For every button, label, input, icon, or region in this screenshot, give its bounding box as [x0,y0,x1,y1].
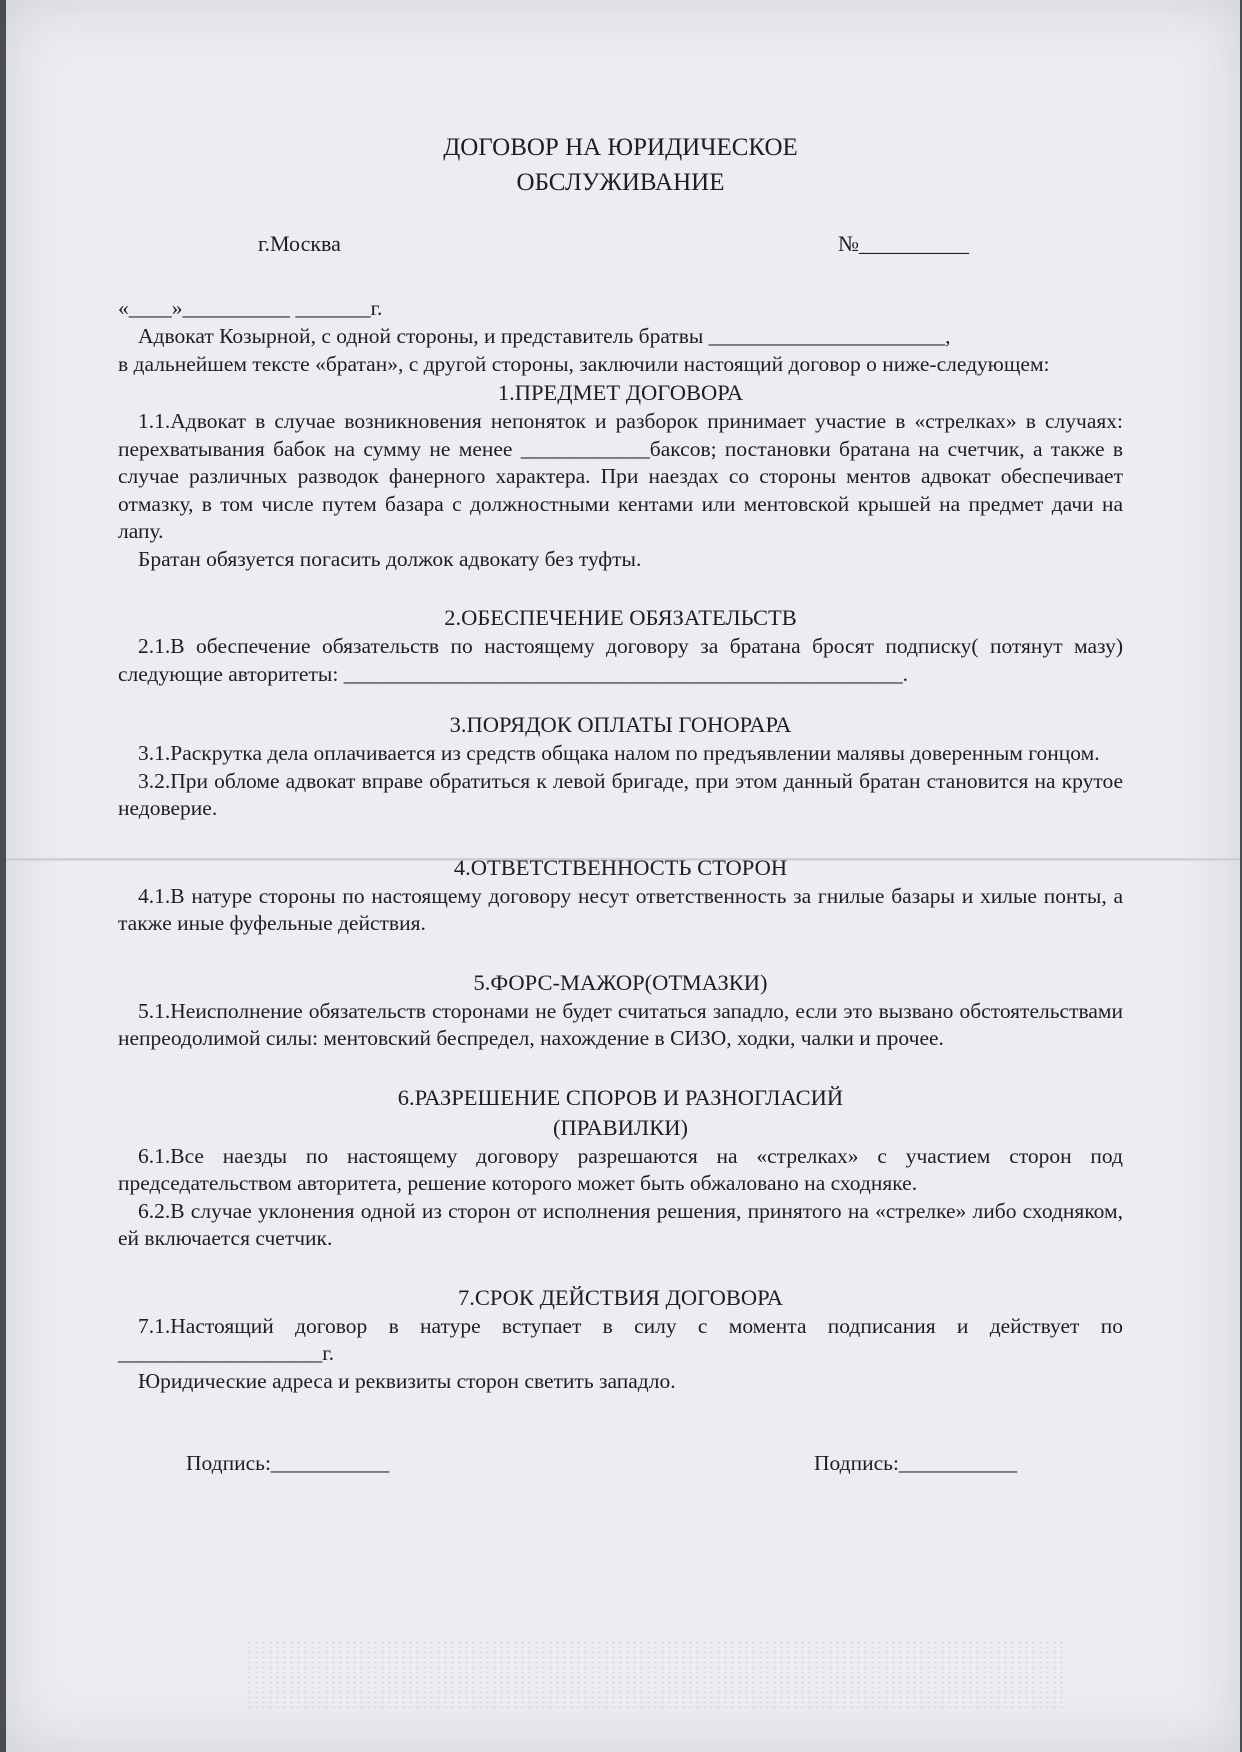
header-row [118,230,1123,270]
signature-row [118,1450,1123,1490]
section-7 [118,1283,1123,1396]
section-3 [118,710,1123,823]
clause-3-1: 3.1.Раскрутка дела оплачивается из средств общака налом по предъявлении малявы доверенным гонцом. [138,741,1100,765]
clause-6-2: 6.2.В случае уклонения одной из сторон от исполнения решения, принятого на «стрелке» либо сходняком, ей включается счетчик. [118,1198,1123,1250]
signature-left: Подпись:___________ [186,1451,390,1475]
clause-4-1: 4.1.В натуре стороны по настоящему договору несут ответственность за гнилые базары и хилые понты, а также иные фуфельные действия. [118,883,1123,935]
section-heading: 6.РАЗРЕШЕНИЕ СПОРОВ И РАЗНОГЛАСИЙ [397,1084,844,1110]
clause-7-1: 7.1.Настоящий договор в натуре вступает в силу с момента подписания и действует по ___________________г. [118,1313,1123,1365]
document-title [118,130,1123,200]
section-heading: 7.СРОК ДЕЙСТВИЯ ДОГОВОРА [458,1284,783,1310]
clause-5-1: 5.1.Неисполнение обязательств сторонами не будет считаться западло, если это вызвано обстоятельствами непреодолимой силы: ментовский беспредел, нахождение в СИЗО, ходки, чалки и прочее. [118,998,1123,1050]
section-heading: 2.ОБЕСПЕЧЕНИЕ ОБЯЗАТЕЛЬСТВ [444,605,797,630]
signature-right: Подпись:___________ [814,1451,1018,1475]
title-line-2: ОБСЛУЖИВАНИЕ [516,169,725,196]
section-2 [118,603,1123,688]
toner-noise [246,1640,1066,1710]
section-heading: 4.ОТВЕТСТВЕННОСТЬ СТОРОН [453,854,788,880]
section-heading: 3.ПОРЯДОК ОПЛАТЫ ГОНОРАРА [449,712,792,737]
section-heading: 5.ФОРС-МАЖОР(ОТМАЗКИ) [473,969,768,995]
clause-6-1: 6.1.Все наезды по настоящему договору разрешаются на «стрелках» с участием сторон под председательством авторитета, решение которого может быть обжаловано на сходняке. [118,1143,1123,1195]
section-1 [118,378,1123,573]
clause-1-1: 1.1.Адвокат в случае возникновения непоняток и разборок принимает участие в «стрелках» в случаях: перехватывания бабок на сумму не менее ____________баксов; постановки братана на счетчик, а также в случае различных разводок фанерного характера. При наездах со стороны ментов адвокат обеспечивает отмазку, в том числе путем базара с должностными кентами или ментовской крышей на предмет дачи на лапу. [118,409,1123,543]
contract-number: №__________ [838,231,969,256]
city: г.Москва [258,231,341,256]
date-line: «____»__________ _______г. [118,296,383,320]
document-body [118,130,1123,1490]
clause-3-2: 3.2.При обломе адвокат вправе обратиться к левой бригаде, при этом данный братан становится на крутое недоверие. [118,768,1123,820]
section-6 [118,1083,1123,1253]
clause-1-2: Братан обязуется погасить должок адвокату без туфты. [138,546,642,571]
section-heading-line-2: (ПРАВИЛКИ) [553,1114,688,1140]
clause-2-1: 2.1.В обеспечение обязательств по настоящему договору за братана бросят подписку( потянут мазу) следующие авторитеты: ____________________________________________________. [118,634,1123,686]
document-sheet [6,0,1240,1752]
preamble-line-1: Адвокат Козырной, с одной стороны, и представитель братвы ______________________, [138,324,951,348]
section-heading: 1.ПРЕДМЕТ ДОГОВОРА [497,380,744,405]
section-5 [118,968,1123,1053]
title-line-1: ДОГОВОР НА ЮРИДИЧЕСКОЕ [443,134,798,161]
preamble-line-2: в дальнейшем тексте «братан», с другой стороны, заключили настоящий договор о ниже-следующем: [118,351,1050,376]
clause-7-2: Юридические адреса и реквизиты сторон светить западло. [138,1368,676,1393]
section-4 [118,853,1123,938]
